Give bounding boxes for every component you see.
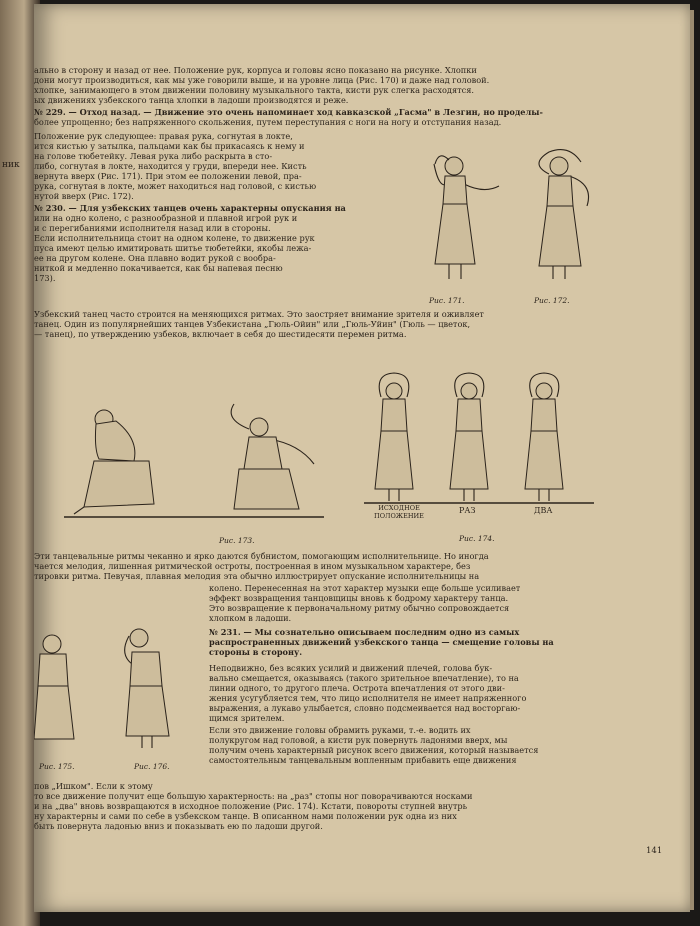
text-line: Если это движение головы обрамить руками, т.-е. водить их [209,725,471,735]
text-line: вально смещается, оказываясь (такого зрительное впечатление), то на [209,673,519,683]
caption-fig-175: Рис. 175. [39,762,75,771]
dancer-figure [539,150,589,279]
text-line: выражения, а лукаво улыбается, словно подсмеивается над восторгаю- [209,703,521,713]
text-line: чается мелодия, лишенная ритмической остроты, построенная в ином музыкальном характере, без [34,561,471,571]
text-line: то все движение получит еще большую характерность: на „раз" стопы ног поворачиваются носками [34,791,473,801]
dancer-figure [125,629,169,748]
text-line: 173). [34,273,56,283]
kneeling-dancer [74,410,154,514]
kneeling-dancer [231,404,314,509]
label-start-position: ИСХОДНОЕ ПОЛОЖЕНИЕ [374,504,424,520]
text-line: хлопком в ладоши. [209,613,292,623]
text-line: или на одно колено, с разнообразной и плавной игрой рук и [34,213,298,223]
figure-171-172 [409,144,609,294]
figure-174 [359,369,599,519]
text-line: и с перегибаниями исполнителя назад или в стороны. [34,223,271,233]
text-line: Узбекский танец часто строится на меняющихся ритмах. Это заостряет внимание зрителя и оживляет [34,309,484,319]
text-line: ее на другом колене. Она плавно водит рукой с вообра- [34,253,276,263]
caption-fig-173: Рис. 173. [219,536,255,545]
text-line: жения усугубляется тем, что лицо исполнителя не имеет напряженного [209,693,527,703]
label-dva: ДВА [534,506,553,515]
section-231-heading: № 231. — Мы сознательно описываем последним одно из самых [209,627,520,637]
text-line: на голове тюбетейку. Левая рука либо раскрыта в сто- [34,151,273,161]
text-line: более упрощенно; без напряженного скольжения, путем переступания с ноги на ногу и отступания назад. [34,117,502,127]
text-line: хлопке, занимающего в этом движении половину музыкального такта, кисти рук слегка расходятся. [34,85,475,95]
text-line: распространенных движений узбекского танца — смещение головы на [209,637,554,647]
text-line: стороны в сторону. [209,647,303,657]
book-page [34,4,690,912]
dancer-raz [450,373,488,501]
section-229-heading: № 229. — Отход назад. — Движение это очень напоминает ход кавказской „Гасма" в Лезгин, но проделы- [34,107,543,117]
left-page-fragment: ник [2,160,20,170]
text-line: вернута вверх (Рис. 171). При этом ее положении левой, пра- [34,171,302,181]
text-line: колено. Перенесенная на этот характер музыки еще больше усиливает [209,583,521,593]
text-line: либо, согнутая в локте, находится у груди, впереди нее. Кисть [34,161,307,171]
dancer-figure [34,635,74,739]
text-line: танец. Один из популярнейших танцев Узбекистана „Гюль-Ойин" или „Гюль-Уйин" (Гюль — цветок, [34,319,471,329]
text-line: ну характерны и сами по себе в узбекском танце. В описанном нами положении рук одна из них [34,811,457,821]
text-line: ально в сторону и назад от нее. Положение рук, корпуса и головы ясно показано на рисунке. Хлопки [34,65,477,75]
text-line: полукругом над головой, а кисти рук повернуть ладонями вверх, мы [209,735,508,745]
text-line: Неподвижно, без всяких усилий и движений плечей, голова бук- [209,663,493,673]
dancer-start [375,373,413,501]
text-line: линии одного, то другого плеча. Острота впечатления от этого дви- [209,683,505,693]
caption-fig-171: Рис. 171. [429,296,465,305]
text-line: дони могут производиться, как мы уже говорили выше, и на уровне лица (Рис. 170) и даже над головой. [34,75,490,85]
text-line: Эти танцевальные ритмы чеканно и ярко даются бубнистом, помогающим исполнительнице. Но иногда [34,551,489,561]
text-line: эффект возвращения танцовщицы вновь к бодрому характеру танца. [209,593,509,603]
figure-175-176 [34,624,194,754]
figure-173 [54,389,334,529]
text-line: тировки ритма. Певучая, плавная мелодия эта обычно иллюстрирует опускание исполнительницы на [34,571,480,581]
text-line: получим очень характерный рисунок всего движения, который называется [209,745,539,755]
label-raz: РАЗ [459,506,476,515]
text-line: нутой вверх (Рис. 172). [34,191,134,201]
text-line: — танец), по утверждению узбеков, включает в себя до шестидесяти перемен ритма. [34,329,407,339]
text-line: рука, согнутая в локте, может находиться над головой, с кистью [34,181,317,191]
text-line: Если исполнительница стоит на одном колене, то движение рук [34,233,315,243]
caption-fig-176: Рис. 176. [134,762,170,771]
text-line: щимся зрителем. [209,713,285,723]
text-line: пуса имеют целью имитировать шитье тюбетейки, якобы лежа- [34,243,312,253]
text-line: и на „два" вновь возвращаются в исходное положение (Рис. 174). Кстати, повороты ступней внутрь [34,801,468,811]
text-line: быть повернута ладонью вниз и показывать ею по ладоши другой. [34,821,323,831]
dancer-figure [434,156,499,279]
caption-fig-174: Рис. 174. [459,534,495,543]
text-line: Это возвращение к первоначальному ритму обычно сопровождается [209,603,510,613]
text-line: пов „Ишком". Если к этому [34,781,153,791]
text-line: самостоятельным танцевальным вопленным прибавить еще движения [209,755,517,765]
caption-fig-172: Рис. 172. [534,296,570,305]
dancer-dva [525,373,563,501]
text-line: ится кистью у затылка, пальцами как бы прикасаясь к нему и [34,141,305,151]
text-line: ых движениях узбекского танца хлопки в ладоши производятся и реже. [34,95,349,105]
text-line: Положение рук следующее: правая рука, согнутая в локте, [34,131,293,141]
page-number: 141 [646,846,663,856]
section-230-heading: № 230. — Для узбекских танцев очень характерны опускания на [34,203,346,213]
text-line: ниткой и медленно покачивается, как бы напевая песню [34,263,283,273]
